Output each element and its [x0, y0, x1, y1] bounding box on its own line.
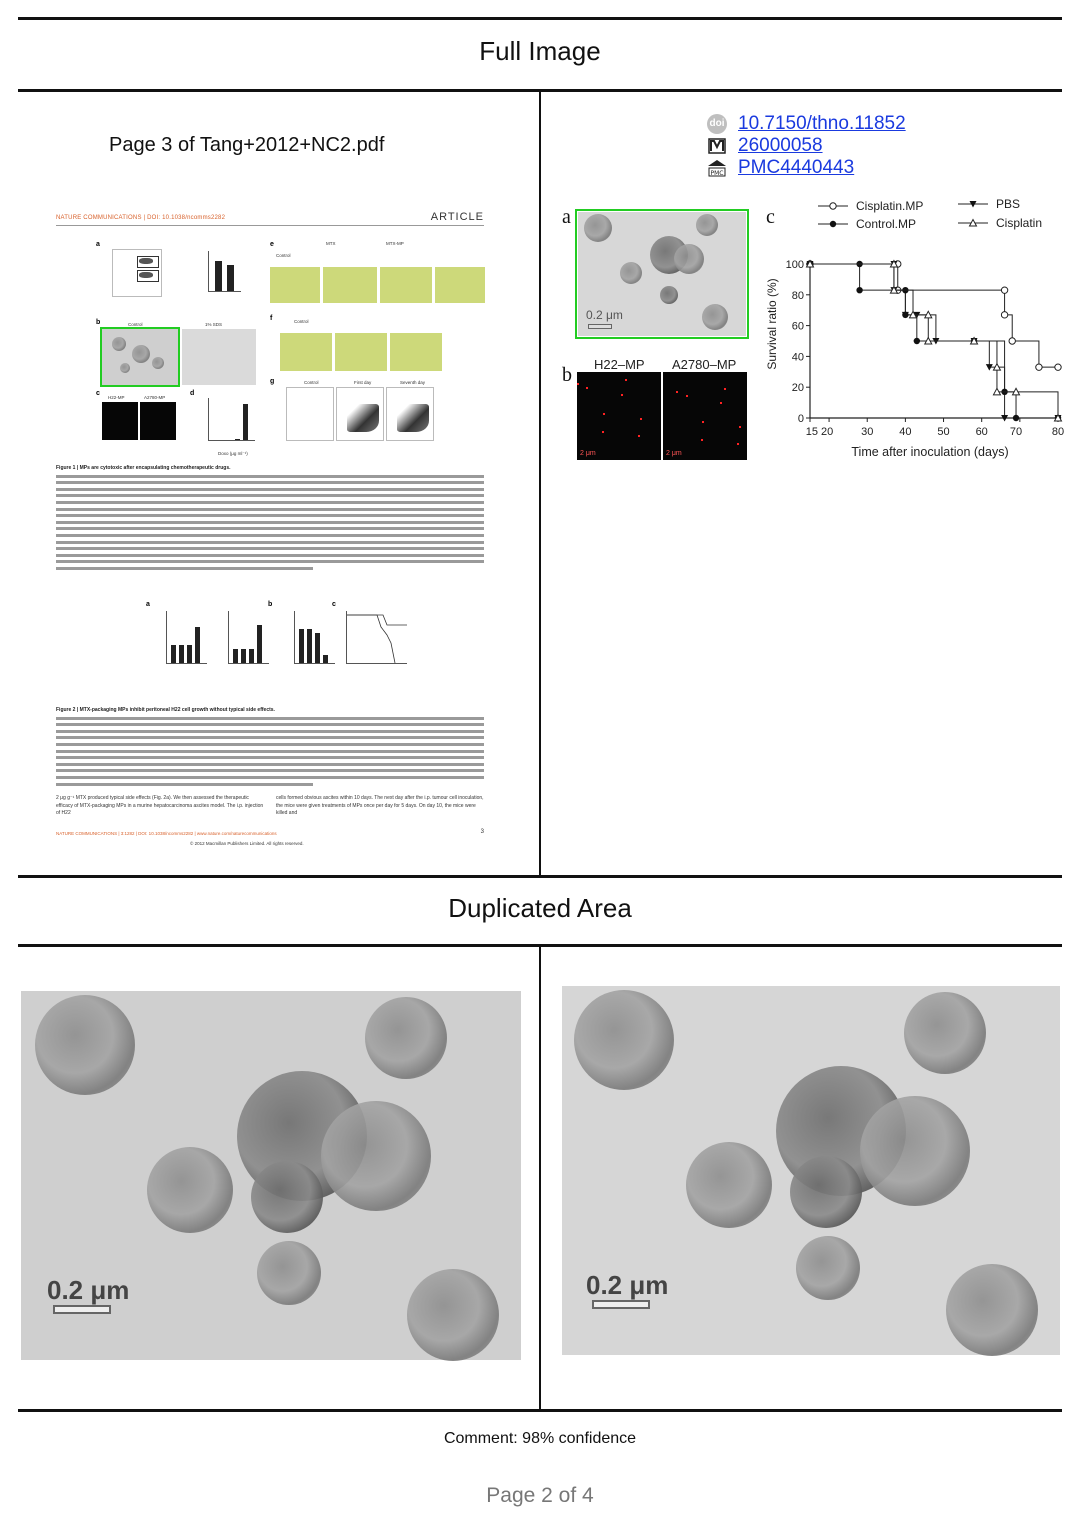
fig2-letter-a: a [146, 601, 150, 608]
fig1a-bar-chart [208, 251, 241, 292]
fig1a-flow-plot [112, 249, 162, 297]
fig1c-fluo-h22 [102, 402, 138, 440]
bottom-divider [539, 947, 541, 1410]
figure-letter-a: a [562, 206, 571, 228]
y-tick-label: 100 [785, 259, 804, 271]
x-tick-label: 60 [975, 426, 988, 438]
article-footer: NATURE COMMUNICATIONS | 3:1282 | DOI: 10.1038/ncomms2282 | www.nature.com/naturecommunications [56, 831, 277, 836]
y-tick-label: 60 [791, 320, 804, 333]
fluorescent-particle [737, 443, 739, 445]
fig1b-control-label: Control [128, 322, 143, 327]
full-image-heading: Full Image [479, 36, 601, 66]
y-tick-label: 0 [797, 413, 804, 425]
fluorescent-particle [625, 379, 627, 381]
body-column-1: 2 μg g⁻¹ MTX produced typical side effects (Fig. 2a). We then assessed the therapeutic efficacy of MTX-packaging MPs in a murine hepatocarcinoma ascites model. The i.p. injection of H22 [56, 795, 264, 816]
top-rule [18, 17, 1062, 20]
fig1d-bar-chart [208, 398, 255, 441]
fluo-label-h22: H22–MP [594, 357, 645, 372]
fig1f-image-3 [390, 333, 442, 371]
fig1-letter-g: g [270, 378, 275, 385]
body-column-2: cells formed obvious ascites within 10 days. The next day after the i.p. tumour cell inoculation, the mice were given treatments of MPs once per day for 5 days. On day 10, the mice were killed and [276, 795, 484, 816]
fluorescent-particle [676, 391, 678, 393]
fig1g-seventh-day-label: Seventh day [400, 380, 426, 385]
fig1g-first-day-label: First day [354, 380, 372, 385]
fluo-label-a2780: A2780–MP [672, 357, 737, 372]
fluorescent-particle [739, 426, 741, 428]
legend-label: PBS [996, 197, 1021, 211]
figure-letter-b: b [562, 364, 572, 386]
x-tick-label: 15 20 [805, 426, 834, 438]
fig1-letter-d: d [190, 390, 195, 397]
article-copyright: © 2012 Macmillan Publishers Limited. All rights reserved. [190, 841, 304, 846]
chart-axes [786, 259, 1064, 438]
fig2a-bar-2 [228, 611, 269, 664]
article-header-rule [56, 225, 484, 226]
fig1b-sds-label: 1% SDS [205, 322, 223, 327]
fig1g-flow-3 [386, 387, 434, 441]
survival-chart [760, 196, 1065, 461]
fluorescent-particle [702, 421, 704, 423]
legend-entry [818, 199, 923, 213]
marker-filled-circle [914, 338, 920, 344]
legend-entry [958, 216, 1042, 230]
fig1g-control-label: Control [304, 380, 319, 385]
dup-right-scale-bar [592, 1300, 650, 1309]
marker-open-circle [830, 203, 836, 209]
pmc-icon [706, 158, 728, 178]
fluorescent-particle [621, 394, 623, 396]
fig1b-highlight-box [100, 327, 180, 387]
series-cisplatin-mp [807, 261, 1061, 371]
fluorescent-particle [686, 395, 688, 397]
chart-legend [818, 197, 1042, 231]
series-line [810, 264, 1058, 367]
fig1e-mtx-label: MTX [326, 241, 336, 246]
fig1-letter-a: a [96, 241, 100, 248]
legend-label: Cisplatin.MP [856, 199, 924, 213]
fig1-caption-lead: Figure 1 | MPs are cytotoxic after encapsulating chemotherapeutic drugs. [56, 465, 231, 471]
doi-link[interactable]: 10.7150/thno.11852 [738, 113, 906, 134]
bottom-rule [18, 1409, 1062, 1412]
fig1-caption [56, 465, 484, 574]
fig1d-xlabel: Doxo (μg ml⁻¹) [218, 451, 248, 456]
y-tick-label: 80 [791, 289, 804, 302]
marker-open-circle [1001, 312, 1007, 318]
comment-text: Comment: 98% confidence [443, 1430, 637, 1447]
x-tick-label: 50 [937, 426, 950, 438]
dup-right-scale-label: 0.2 μm [586, 1270, 669, 1300]
tem-highlight-box [575, 209, 749, 339]
marker-filled-circle [856, 287, 862, 293]
fluorescent-particle [724, 388, 726, 390]
pmc-link[interactable]: PMC4440443 [738, 157, 855, 178]
top-divider [539, 92, 541, 875]
duplicated-region-left [21, 991, 521, 1360]
figure-letter-c: c [766, 206, 775, 228]
fluorescent-particle [720, 402, 722, 404]
dup-left-scale-bar [53, 1305, 111, 1314]
fig1g-flow-2 [336, 387, 384, 441]
fig1e-image-4 [435, 267, 485, 303]
page-indicator: Page 2 of 4 [486, 1484, 594, 1507]
fluorescent-particle [602, 431, 604, 433]
fig1f-image-1 [280, 333, 332, 371]
fig1f-control-label: Control [294, 319, 309, 324]
fig1e-control-label: Control [276, 253, 291, 258]
marker-open-circle [1009, 338, 1015, 344]
duplicated-region-right [562, 986, 1060, 1355]
marker-open-circle [1036, 364, 1042, 370]
legend-entry [958, 197, 1020, 211]
legend-entry [818, 217, 916, 231]
fig1-letter-e: e [270, 241, 274, 248]
fig1-letter-f: f [270, 315, 273, 322]
fluo-image-a2780 [663, 372, 747, 460]
article-tag: ARTICLE [430, 211, 484, 223]
fluorescent-particle [603, 413, 605, 415]
marker-open-circle [1055, 364, 1061, 370]
fig1b-sds-thumbnail [182, 329, 256, 385]
article-page-number: 3 [480, 829, 484, 835]
fluorescent-particle [701, 439, 703, 441]
x-tick-label: 40 [899, 426, 912, 438]
fig2-letter-b: b [268, 601, 273, 608]
pubmed-link[interactable]: 26000058 [738, 135, 823, 156]
journal-header: NATURE COMMUNICATIONS | DOI: 10.1038/ncomms2282 [56, 215, 226, 221]
doi-link-row[interactable] [706, 113, 906, 135]
fig1c-h22-label: H22-MP [108, 395, 125, 400]
fig1e-image-1 [270, 267, 320, 303]
fluo-scale-h22: 2 μm [580, 450, 596, 457]
fig1c-fluo-a2780 [140, 402, 176, 440]
fluo-image-h22 [577, 372, 661, 460]
marker-filled-circle [902, 312, 908, 318]
y-tick-label: 20 [791, 382, 804, 395]
dup-left-scale-label: 0.2 μm [47, 1275, 130, 1305]
legend-label: Cisplatin [996, 216, 1043, 230]
pmc-link-row[interactable] [706, 157, 854, 179]
doi-icon: doi [706, 114, 728, 134]
svg-text:PMC: PMC [710, 170, 724, 177]
page-label: Page 3 of Tang+2012+NC2.pdf [109, 134, 385, 156]
middle-rule [18, 875, 1062, 878]
fig1e-image-3 [380, 267, 432, 303]
fluorescent-particle [640, 418, 642, 420]
pubmed-icon [706, 136, 728, 156]
marker-filled-circle [1013, 415, 1019, 421]
y-tick-label: 40 [791, 351, 804, 364]
tem-source-scale-label: 0.2 μm [586, 308, 623, 322]
fluorescent-particle [577, 383, 579, 385]
x-tick-label: 30 [861, 426, 874, 438]
article-page [50, 205, 490, 855]
marker-open-circle [1001, 287, 1007, 293]
chart-series [807, 261, 1062, 422]
fig1-letter-b: b [96, 319, 101, 326]
pubmed-link-row[interactable] [706, 135, 823, 157]
fig2-caption [56, 707, 484, 789]
fluorescent-particle [586, 387, 588, 389]
marker-filled-circle [830, 221, 836, 227]
fluorescent-particle [638, 435, 640, 437]
chart-xlabel: Time after inoculation (days) [851, 445, 1009, 459]
fig2-letter-c: c [332, 601, 336, 608]
x-tick-label: 70 [1009, 426, 1023, 438]
fig1e-mtxmp-label: MTX-MP [386, 241, 404, 246]
fig2a-bar-1 [166, 611, 207, 664]
duplicated-area-heading: Duplicated Area [448, 893, 632, 923]
fig2c-survival-plot [346, 611, 407, 664]
fig2b-bar [294, 611, 335, 664]
fig1-letter-c: c [96, 390, 100, 397]
legend-label: Control.MP [856, 217, 917, 231]
fig2-caption-lead: Figure 2 | MTX-packaging MPs inhibit peritoneal H22 cell growth without typical side effects. [56, 707, 275, 713]
x-tick-label: 80 [1051, 426, 1065, 438]
fig1g-flow-1 [286, 387, 334, 441]
fig1c-a2780-label: A2780-MP [144, 395, 166, 400]
chart-ylabel: Survival ratio (%) [765, 278, 779, 370]
fig1f-image-2 [335, 333, 387, 371]
fluo-scale-a2780: 2 μm [666, 450, 682, 457]
fig1e-image-2 [323, 267, 377, 303]
